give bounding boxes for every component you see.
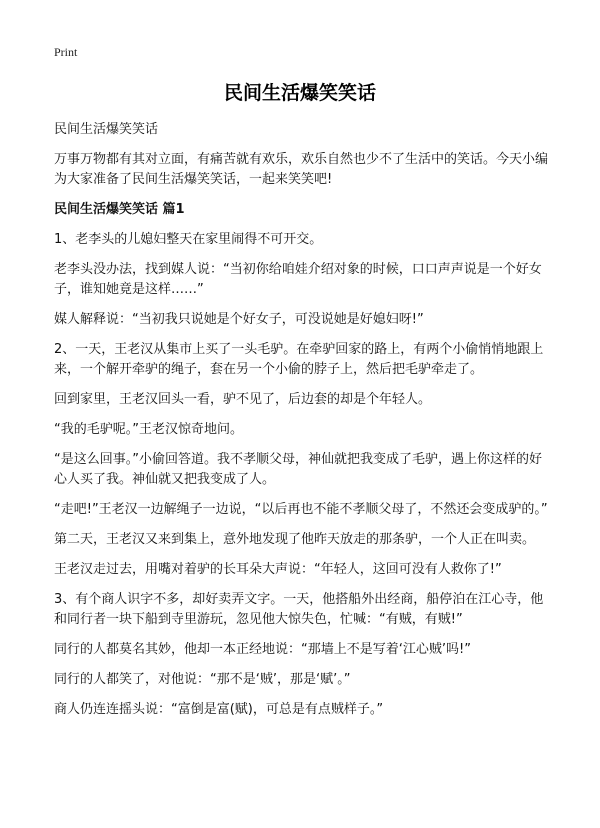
paragraph: 王老汉走过去，用嘴对着驴的长耳朵大声说：“年轻人，这回可没有人救你了!” — [54, 562, 502, 577]
page-title: 民间生活爆笑笑话 — [223, 82, 376, 104]
paragraph: 同行的人都笑了，对他说：“那不是‘贼’，那是‘赋’。” — [54, 672, 351, 687]
paragraph: 3、有个商人识字不多，却好卖弄文字。一天，他搭船外出经商，船停泊在江心寺，他和同行者一块下船到寺里游玩，忽见他大惊失色，忙喊：“有贼，有贼!” — [54, 592, 544, 627]
article-body — [54, 120, 554, 730]
paragraph: 2、一天，王老汉从集市上买了一头毛驴。在牵驴回家的路上，有两个小偷悄悄地跟上来，一个解开牵驴的绳子，套在另一个小偷的脖子上，然后把毛驴牵走了。 — [54, 342, 544, 377]
paragraph: 回到家里，王老汉回头一看，驴不见了，后边套的却是个年轻人。 — [54, 392, 432, 407]
paragraph: 第二天，王老汉又来到集上，意外地发现了他昨天放走的那条驴，一个人正在叫卖。 — [54, 532, 536, 547]
paragraph: 商人仍连连摇头说：“富倒是富(赋)，可总是有点贼样子。” — [54, 702, 384, 717]
paragraph: “我的毛驴呢。”王老汉惊奇地问。 — [54, 422, 243, 437]
paragraph: 媒人解释说：“当初我只说她是个好女子，可没说她是好媳妇呀!” — [54, 312, 424, 327]
paragraph: “是这么回事。”小偷回答道。我不孝顺父母，神仙就把我变成了毛驴，遇上你这样的好心人买了我。神仙就又把我变成了人。 — [54, 452, 542, 487]
section-heading: 民间生活爆笑笑话 篇1 — [54, 202, 185, 217]
paragraph: 1、老李头的儿媳妇整天在家里闹得不可开交。 — [54, 232, 323, 247]
paragraph: 老李头没办法，找到媒人说：“当初你给咱娃介绍对象的时候，口口声声说是一个好女子，谁知她竟是这样……” — [54, 262, 542, 297]
paragraph: “走吧!”王老汉一边解绳子一边说，“以后再也不能不孝顺父母了，不然还会变成驴的。” — [54, 502, 548, 517]
article-subtitle: 民间生活爆笑笑话 — [54, 122, 159, 137]
print-link[interactable]: Print — [54, 45, 78, 59]
paragraph: 同行的人都莫名其妙，他却一本正经地说：“那墙上不是写着‘江心贼’吗!” — [54, 642, 471, 657]
intro-paragraph: 万事万物都有其对立面，有痛苦就有欢乐，欢乐自然也少不了生活中的笑话。今天小编为大家准备了民间生活爆笑笑话，一起来笑笑吧! — [54, 152, 549, 187]
